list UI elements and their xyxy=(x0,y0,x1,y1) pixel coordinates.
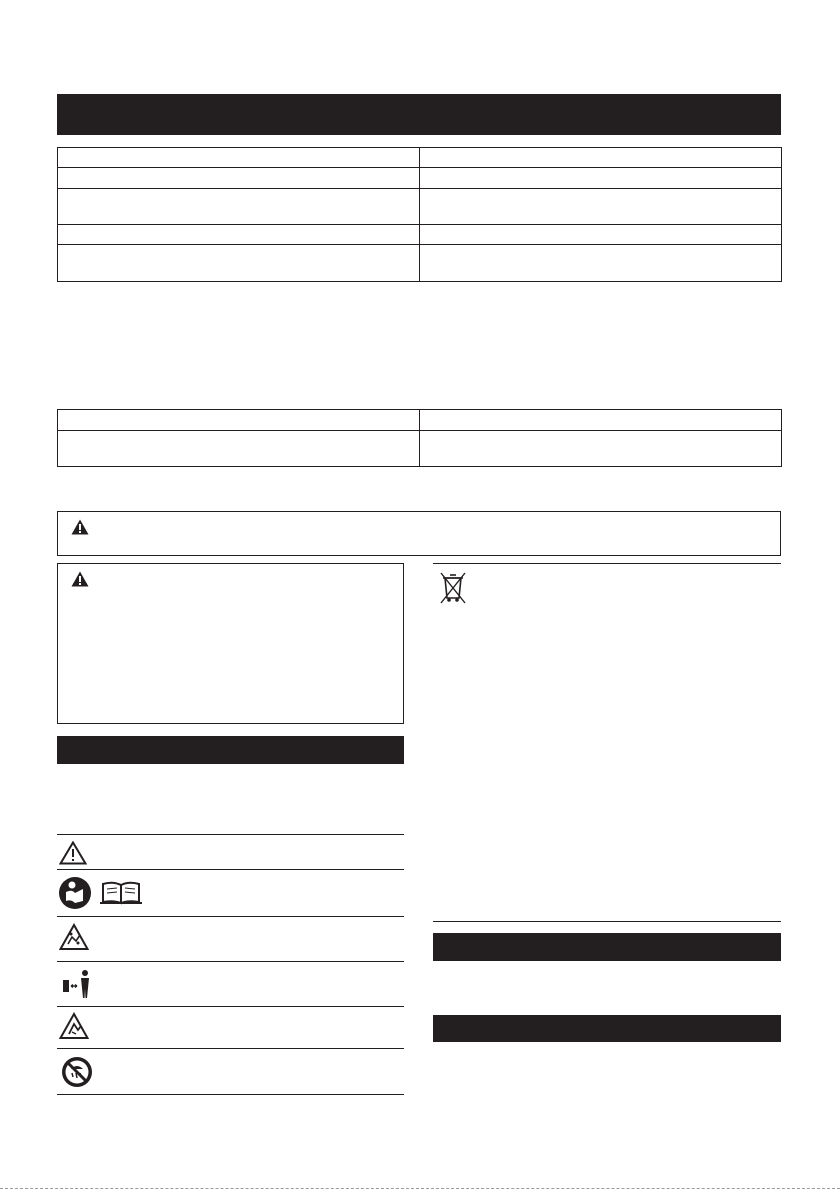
crossed-out-wheelie-bin-icon xyxy=(438,570,468,609)
table-row xyxy=(58,189,782,225)
table-cell xyxy=(420,225,782,245)
specifications-title-bar xyxy=(57,94,781,135)
table-cell xyxy=(58,168,420,189)
table-cell xyxy=(58,225,420,245)
right-section-bar xyxy=(433,1015,781,1042)
symbol-row xyxy=(57,1006,404,1048)
specifications-table xyxy=(57,147,782,282)
table-row xyxy=(58,168,782,189)
table-cell xyxy=(58,410,420,431)
table-cell xyxy=(58,245,420,282)
symbols-section-bar xyxy=(57,736,404,764)
table-cell xyxy=(420,168,782,189)
table-cell xyxy=(420,245,782,282)
table-cell xyxy=(58,148,420,168)
symbol-row xyxy=(57,834,404,869)
table-row xyxy=(58,245,782,282)
warning-icon xyxy=(71,571,89,592)
read-manual-icon xyxy=(57,875,145,916)
table-cell xyxy=(420,431,782,467)
table-row xyxy=(58,225,782,245)
table-row xyxy=(58,148,782,168)
divider xyxy=(433,563,781,564)
table-cell xyxy=(420,410,782,431)
warning-box xyxy=(57,563,404,724)
table-cell xyxy=(58,189,420,225)
cut-hazard-icon xyxy=(59,1012,89,1045)
table-row xyxy=(58,431,782,467)
warning-triangle-icon xyxy=(59,841,87,870)
symbol-row xyxy=(57,961,404,1006)
divider xyxy=(433,921,781,922)
keep-distance-icon xyxy=(61,968,93,1005)
flying-debris-icon xyxy=(59,923,89,956)
table-row xyxy=(58,410,782,431)
no-wet-conditions-icon xyxy=(60,1055,94,1094)
table-cell xyxy=(420,148,782,168)
symbol-row xyxy=(57,1048,404,1095)
page-edge-rule xyxy=(0,1188,840,1189)
symbol-row xyxy=(57,916,404,961)
warning-icon xyxy=(71,519,89,540)
table-cell xyxy=(420,189,782,225)
noise-vibration-table xyxy=(57,409,782,467)
notice-box xyxy=(57,511,781,556)
table-cell xyxy=(58,431,420,467)
right-section-bar xyxy=(433,933,781,961)
symbol-row xyxy=(57,869,404,916)
